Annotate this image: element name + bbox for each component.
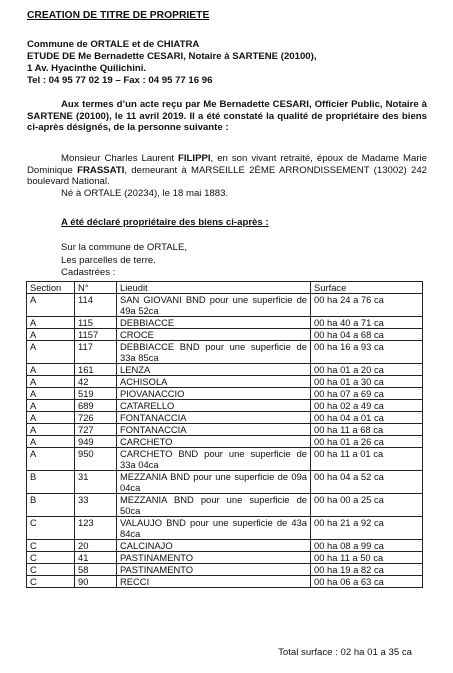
- person-text-2: , en son vivant retraité, époux de Madame Marie Dominique: [27, 153, 427, 176]
- intro-paragraph: Aux termes d’un acte reçu par Me Bernadette CESARI, Officier Public, Notaire à SARTENE (20100), le 11 avril 2019. Il a été constaté la qualité de propriétaire des biens ci-après désignés, de la personne suivante :: [27, 99, 427, 134]
- cell-surface: 00 ha 19 a 82 ca: [311, 564, 423, 576]
- cell-num: 33: [75, 494, 117, 517]
- cell-surface: 00 ha 01 a 30 ca: [311, 376, 423, 388]
- table-row: [27, 448, 423, 471]
- cell-section: A: [27, 412, 75, 424]
- table-row: [27, 364, 423, 376]
- total-surface: Total surface : 02 ha 01 a 35 ca: [278, 647, 412, 658]
- table-header-row: [27, 282, 423, 294]
- cell-num: 950: [75, 448, 117, 471]
- table-body: [27, 294, 423, 588]
- cell-num: 58: [75, 564, 117, 576]
- cell-section: A: [27, 294, 75, 317]
- header-surface: Surface: [311, 282, 423, 294]
- cell-lieudit: PASTINAMENTO: [117, 552, 311, 564]
- table-row: [27, 552, 423, 564]
- cell-lieudit: RECCI: [117, 576, 311, 588]
- cell-section: A: [27, 329, 75, 341]
- table-row: [27, 376, 423, 388]
- cell-lieudit: DEBBIACCE: [117, 317, 311, 329]
- table-row: [27, 564, 423, 576]
- cell-surface: 00 ha 04 a 52 ca: [311, 471, 423, 494]
- header-address: 1 Av. Hyacinthe Quilichini.: [27, 63, 147, 74]
- cell-lieudit: CATARELLO: [117, 400, 311, 412]
- cell-lieudit: FONTANACCIA: [117, 412, 311, 424]
- cell-section: C: [27, 576, 75, 588]
- cell-section: A: [27, 388, 75, 400]
- cell-num: 727: [75, 424, 117, 436]
- cell-section: C: [27, 564, 75, 576]
- cell-num: 115: [75, 317, 117, 329]
- cell-lieudit: MEZZANIA BND pour une superficie de 09a 04ca: [117, 471, 311, 494]
- header-phone: Tel : 04 95 77 02 19 – Fax : 04 95 77 16 96: [27, 75, 213, 86]
- parcels-table: [26, 281, 423, 588]
- cell-surface: 00 ha 07 a 69 ca: [311, 388, 423, 400]
- header-etude: ETUDE DE Me Bernadette CESARI, Notaire à SARTENE (20100),: [27, 51, 317, 62]
- cell-lieudit: MEZZANIA BND pour une superficie de 50ca: [117, 494, 311, 517]
- cell-lieudit: CROCE: [117, 329, 311, 341]
- table-row: [27, 424, 423, 436]
- cell-num: 31: [75, 471, 117, 494]
- cell-num: 20: [75, 540, 117, 552]
- header-lieudit: Lieudit: [117, 282, 311, 294]
- table-row: [27, 471, 423, 494]
- cell-surface: 00 ha 01 a 26 ca: [311, 436, 423, 448]
- table-row: [27, 341, 423, 364]
- location-cadastrees: Cadastrées :: [61, 267, 116, 278]
- cell-num: 689: [75, 400, 117, 412]
- cell-lieudit: CALCINAJO: [117, 540, 311, 552]
- location-commune: Sur la commune de ORTALE,: [61, 242, 188, 253]
- header-section: Section: [27, 282, 75, 294]
- table-row: [27, 517, 423, 540]
- table-row: [27, 329, 423, 341]
- cell-surface: 00 ha 00 a 25 ca: [311, 494, 423, 517]
- cell-lieudit: LENZA: [117, 364, 311, 376]
- cell-lieudit: SAN GIOVANI BND pour une superficie de 49a 52ca: [117, 294, 311, 317]
- cell-surface: 00 ha 21 a 92 ca: [311, 517, 423, 540]
- cell-num: 161: [75, 364, 117, 376]
- cell-section: A: [27, 341, 75, 364]
- table-row: [27, 436, 423, 448]
- cell-section: A: [27, 436, 75, 448]
- table-row: [27, 494, 423, 517]
- cell-num: 41: [75, 552, 117, 564]
- cell-surface: 00 ha 04 a 68 ca: [311, 329, 423, 341]
- cell-section: A: [27, 317, 75, 329]
- cell-surface: 00 ha 40 a 71 ca: [311, 317, 423, 329]
- cell-surface: 00 ha 08 a 99 ca: [311, 540, 423, 552]
- table-row: [27, 388, 423, 400]
- table-row: [27, 576, 423, 588]
- table-row: [27, 317, 423, 329]
- table-row: [27, 540, 423, 552]
- header-commune: Commune de ORTALE et de CHIATRA: [27, 39, 200, 50]
- cell-surface: 00 ha 02 a 49 ca: [311, 400, 423, 412]
- cell-surface: 00 ha 11 a 68 ca: [311, 424, 423, 436]
- cell-surface: 00 ha 24 a 76 ca: [311, 294, 423, 317]
- cell-surface: 00 ha 11 a 01 ca: [311, 448, 423, 471]
- cell-section: B: [27, 494, 75, 517]
- location-parcels: Les parcelles de terre.: [61, 255, 156, 266]
- cell-lieudit: VALAUJO BND pour une superficie de 43a 84ca: [117, 517, 311, 540]
- cell-lieudit: ACHISOLA: [117, 376, 311, 388]
- declared-heading: A été déclaré propriétaire des biens ci-après :: [61, 217, 269, 228]
- document-title: CREATION DE TITRE DE PROPRIETE: [27, 10, 210, 21]
- cell-section: C: [27, 552, 75, 564]
- cell-lieudit: FONTANACCIA: [117, 424, 311, 436]
- person-surname: FILIPPI: [178, 153, 211, 164]
- cell-num: 90: [75, 576, 117, 588]
- cell-surface: 00 ha 04 a 01 ca: [311, 412, 423, 424]
- cell-num: 519: [75, 388, 117, 400]
- spouse-surname: FRASSATI: [77, 164, 125, 176]
- cell-num: 42: [75, 376, 117, 388]
- cell-lieudit: CARCHETO: [117, 436, 311, 448]
- cell-section: C: [27, 517, 75, 540]
- person-paragraph: [27, 153, 427, 188]
- cell-section: A: [27, 400, 75, 412]
- cell-section: A: [27, 364, 75, 376]
- cell-surface: 00 ha 01 a 20 ca: [311, 364, 423, 376]
- cell-section: A: [27, 448, 75, 471]
- cell-lieudit: PASTINAMENTO: [117, 564, 311, 576]
- cell-section: A: [27, 424, 75, 436]
- cell-section: C: [27, 540, 75, 552]
- cell-surface: 00 ha 11 a 50 ca: [311, 552, 423, 564]
- header-num: N°: [75, 282, 117, 294]
- cell-lieudit: PIOVANACCIO: [117, 388, 311, 400]
- table-row: [27, 294, 423, 317]
- cell-num: 114: [75, 294, 117, 317]
- person-text-1: Monsieur Charles Laurent: [61, 153, 179, 164]
- cell-lieudit: DEBBIACCE BND pour une superficie de 33a 85ca: [117, 341, 311, 364]
- cell-surface: 00 ha 06 a 63 ca: [311, 576, 423, 588]
- cell-num: 726: [75, 412, 117, 424]
- cell-lieudit: CARCHETO BND pour une superficie de 33a 04ca: [117, 448, 311, 471]
- cell-num: 117: [75, 341, 117, 364]
- person-text-3: , demeurant à MARSEILLE 2ÈME ARRONDISSEMENT (13002) 242 boulevard National.: [27, 164, 427, 188]
- cell-num: 123: [75, 517, 117, 540]
- cell-num: 949: [75, 436, 117, 448]
- cell-num: 1157: [75, 329, 117, 341]
- cell-surface: 00 ha 16 a 93 ca: [311, 341, 423, 364]
- cell-section: B: [27, 471, 75, 494]
- table-row: [27, 412, 423, 424]
- cell-section: A: [27, 376, 75, 388]
- table-row: [27, 400, 423, 412]
- birth-line: Né à ORTALE (20234), le 18 mai 1883.: [61, 188, 229, 199]
